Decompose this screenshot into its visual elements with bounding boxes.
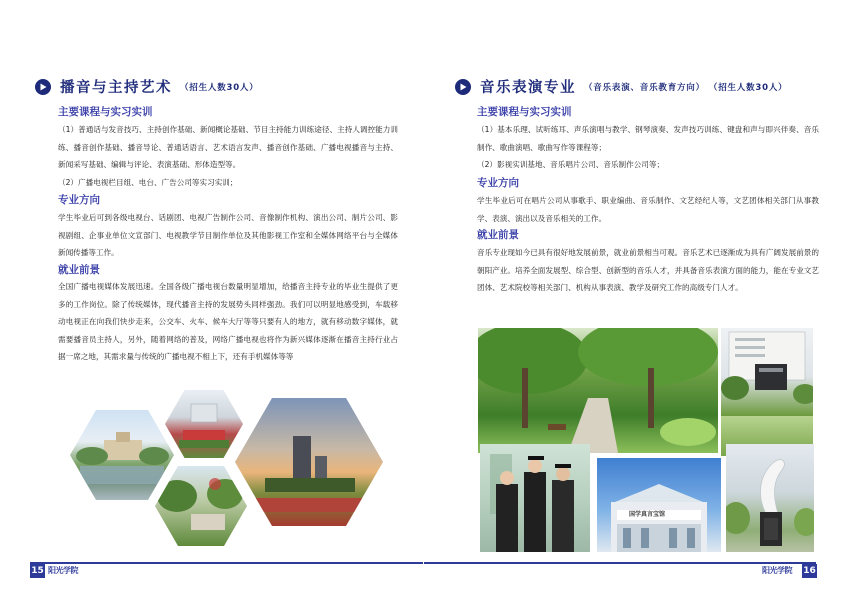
campus-building-flowers-photo [165, 390, 243, 458]
prospects-paragraph: 音乐专业现如今已具有很好地发展前景，就业前景相当可观。音乐艺术已逐渐成为具有广阔发展前景的朝阳产业。培养全面发展型、综合型、创新型的音乐人才，并具备音乐表演方面的能力，能在专业文艺团体、艺术院校等相关部门、机构从事表演、教学及研究工作的高级专门人才。 [477, 248, 819, 293]
left-section-header [35, 76, 259, 97]
graduates-photo [480, 444, 590, 552]
courses-item: （2）影视实训基地、音乐唱片公司、音乐制作公司等； [477, 160, 665, 170]
courses-heading: 主要课程与实习实训 [477, 106, 572, 118]
campus-lake-photo [70, 410, 174, 500]
building-sign: 国学真言宝馆 [629, 511, 666, 518]
campus-building-photo [721, 328, 813, 416]
direction-heading: 专业方向 [477, 177, 519, 189]
prospects-heading: 就业前景 [58, 264, 100, 276]
direction-paragraph: 学生毕业后可在唱片公司从事歌手、职业编曲、音乐制作、文艺经纪人等，文艺团体相关部门从事教学、表演、演出以及音乐相关的工作。 [477, 196, 819, 223]
prospects-paragraph: 全国广播电视媒体发展迅速。全国各级广播电视台数量明显增加，给播音主持专业的毕业生提供了更多的工作岗位。除了传统媒体，现代播音主持的发展势头同样强劲。我们可以明显地感受到，车载移动电视正在向我们快步走来，公交车、火车、候车大厅等等只要有人的地方，就有移动数字媒体，就需要播音员主持人，另外，随着网络的普及，网络广播电视也将作为新兴媒体逐渐在播音主持行业占据一席之地，其需求量与传统的广播电视不相上下，还有手机媒体等等 [58, 282, 398, 362]
page-number: 15 [31, 566, 44, 576]
left-page [0, 0, 423, 600]
section-title: 播音与主持艺术 [60, 80, 172, 96]
play-icon [455, 79, 471, 95]
right-page [424, 0, 847, 600]
direction-text [477, 192, 819, 227]
courses-item: （2）广播电视栏目组、电台、广告公司等实习实训； [58, 177, 238, 187]
campus-garden-photo [478, 328, 718, 453]
campus-trees-photo [155, 466, 247, 546]
section-title: 音乐表演专业 [480, 80, 576, 96]
direction-text [58, 209, 398, 262]
enrollment-note: （招生人数30人） [708, 82, 788, 93]
direction-heading: 专业方向 [58, 194, 100, 206]
sculpture-photo [726, 444, 814, 552]
play-icon [35, 79, 51, 95]
prospects-text [477, 244, 819, 297]
prospects-heading: 就业前景 [477, 229, 519, 241]
courses-text [477, 121, 819, 174]
direction-note: （音乐表演、音乐教育方向） [584, 82, 705, 93]
courses-text [58, 121, 398, 191]
courses-heading: 主要课程与实习实训 [58, 106, 153, 118]
page-number: 16 [803, 566, 816, 576]
right-section-header [455, 76, 787, 97]
direction-paragraph: 学生毕业后可到各级电视台、话剧团、电视广告制作公司、音像制作机构、演出公司、制片公司、影视剧组、企事业单位文宣部门、电视教学节目制作单位及其他影视工作室和全媒体网络平台与全媒体新闻传播等工作。 [58, 213, 398, 258]
enrollment-note: （招生人数30人） [180, 82, 259, 93]
campus-tower-sunset-photo [235, 398, 383, 526]
prospects-text [58, 278, 398, 366]
music-hall-photo [597, 458, 721, 552]
courses-item: （1）基本乐理、试听练耳、声乐演唱与教学、钢琴演奏、发声技巧训练、键盘和声与即兴伴奏、音乐制作、歌曲演唱、歌曲写作等课程等； [477, 125, 819, 152]
footer-line [424, 562, 816, 564]
courses-item: （1）普通话与发音技巧、主持创作基础、新闻概论基础、节目主持能力训练途径、主持人调控能力训练、播音创作基础、播音导论、普通话语言、艺术语言发声、播音创作基础、广播电视播音与主持、新闻采写基础、编辑与评论、表演基础、形体造型等。 [58, 125, 398, 170]
school-logo: 阳光学院 [48, 566, 78, 575]
school-logo: 阳光学院 [762, 566, 792, 575]
footer-line [30, 562, 423, 564]
